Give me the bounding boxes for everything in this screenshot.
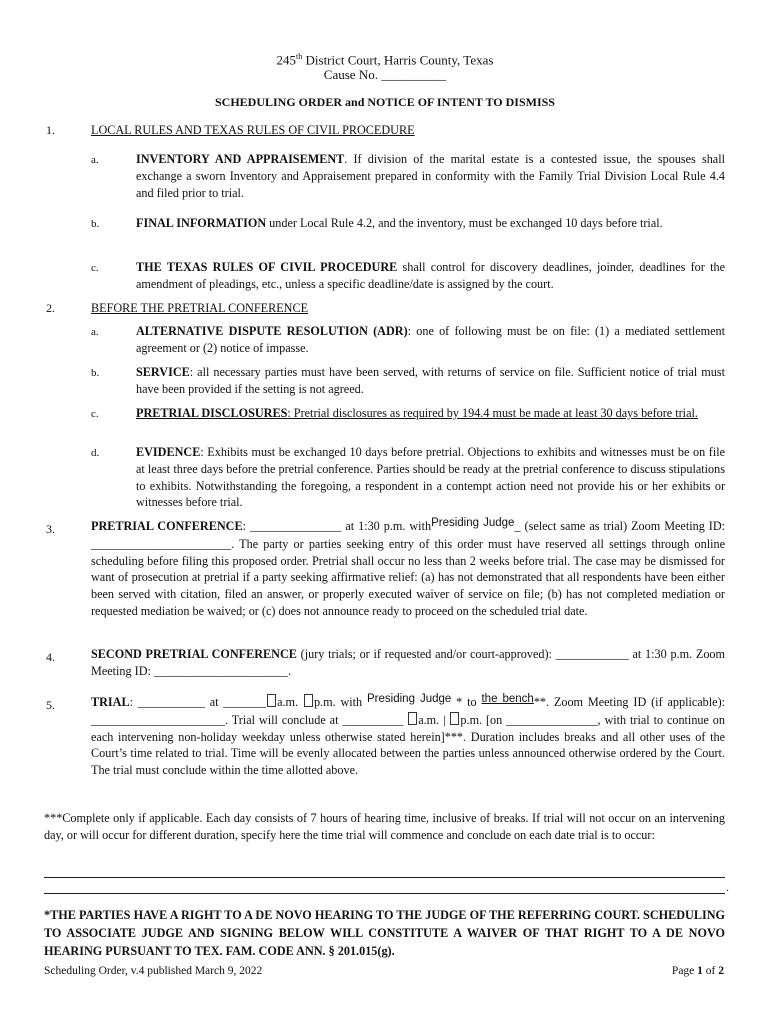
section-3-paragraph: PRETRIAL CONFERENCE: _______________ at 1:30 p.m. withPresiding Judge_ (select same as trial) Zoom Meeting ID: _______________________. The party or parties seeking entry of this order must have reserved all settings through online scheduling before filing this proposed order. Pretrial shall occur no less than 2 weeks before trial. The case may be dismissed for want of prosecution at pretrial if a party seeking affirmative relief: (a) has not demonstrated that all respondents have been either been served with citation, filed an answer, or properly executed waiver of service on file; (b) has not completed mediation or requested mediation be waived; or (c) does not announce ready to proceed on the scheduled trial date. (91, 517, 726, 618)
de-novo-notice: *THE PARTIES HAVE A RIGHT TO A DE NOVO HEARING TO THE JUDGE OF THE REFERRING COURT. SCHEDULING TO ASSOCIATE JUDGE AND SIGNING BELOW WILL CONSTITUTE A WAIVER OF THAT RIGHT TO A DE NOVO HEARING PURSUANT TO TEX. FAM. CODE ANN. § 201.015(g). (44, 908, 725, 958)
section-5-number: 5. (46, 698, 55, 712)
section-1-number: 1. (46, 123, 55, 137)
s1c-label: c. (91, 262, 99, 274)
court-name: 245th District Court, Harris County, Texas (276, 52, 494, 68)
section-1-heading: LOCAL RULES AND TEXAS RULES OF CIVIL PROCEDURE (91, 123, 415, 137)
section-3-number: 3. (46, 522, 55, 536)
conclude-am-checkbox[interactable] (408, 712, 417, 725)
s1a-label: a. (91, 154, 99, 166)
trial-dates-line-1[interactable] (44, 877, 725, 878)
trial-dates-line-2[interactable] (44, 893, 725, 894)
note-end-period: . (726, 880, 729, 894)
section-4-paragraph: SECOND PRETRIAL CONFERENCE (jury trials; or if requested and/or court-approved): ____________ at 1:30 p.m. Zoom Meeting ID: ______________________. (91, 647, 725, 678)
s1b-label: b. (91, 218, 100, 230)
s1a-paragraph: INVENTORY AND APPRAISEMENT. If division of the marital estate is a contested issue, the spouses shall exchange a sworn Inventory and Appraisement prepared in conformity with the Family Trial Division Local Rule 4.4 and filed prior to trial. (136, 152, 725, 200)
footer-version: Scheduling Order, v.4 published March 9, 2022 (44, 965, 263, 977)
section-2-number: 2. (46, 301, 55, 315)
conclude-pm-checkbox[interactable] (450, 712, 459, 725)
s2d-label: d. (91, 447, 100, 459)
s2b-paragraph: SERVICE: all necessary parties must have been served, with returns of service on file. Sufficient notice of trial must have been provided if the setting is not agreed. (136, 365, 725, 396)
s2a-label: a. (91, 326, 99, 338)
s2d-paragraph: EVIDENCE: Exhibits must be exchanged 10 days before pretrial. Objections to exhibits and witnesses must be on file at least three days before the pretrial conference. Parties should be ready at the pretrial conference to discuss stipulations to exhibits. Notwithstanding the foregoing, a respondent in a contempt action need not provide his or her exhibits or witnesses before trial. (136, 445, 725, 510)
footer-page-number: Page 1 of 2 (671, 965, 724, 977)
section-2-heading: BEFORE THE PRETRIAL CONFERENCE (91, 301, 309, 315)
trial-pm-checkbox[interactable] (304, 694, 313, 707)
trial-am-checkbox[interactable] (267, 694, 276, 707)
trial-judge-field[interactable]: Presiding Judge (367, 693, 452, 705)
s2a-paragraph: ALTERNATIVE DISPUTE RESOLUTION (ADR): one of following must be on file: (1) a mediated settlement agreement or (2) notice of impasse. (136, 324, 725, 355)
section-4-number: 4. (46, 650, 55, 664)
trial-type-field[interactable]: the bench (481, 693, 534, 705)
s2c-paragraph: PRETRIAL DISCLOSURES: Pretrial disclosures as required by 194.4 must be made at least 30 days before trial. (136, 406, 698, 420)
s1c-paragraph: THE TEXAS RULES OF CIVIL PROCEDURE shall control for discovery deadlines, joinder, deadlines for the amendment of pleadings, etc., unless a specific deadline/date is assigned by the court. (136, 260, 725, 291)
s1b-paragraph: FINAL INFORMATION under Local Rule 4.2, and the inventory, must be exchanged 10 days before trial. (136, 216, 663, 230)
completion-note: ***Complete only if applicable. Each day consists of 7 hours of hearing time, inclusive of breaks. If trial will not occur on an intervening day, or will occur for different duration, specify here the time trial will commence and conclude on each date trial is to occur: (44, 811, 725, 842)
section-5-paragraph: TRIAL: ___________ at _______ a.m. p.m. with Presiding Judge * to the bench**. Zoom Meeting ID (if applicable): ______________________. Trial will conclude at __________ a.m. | p.m. [on _______________, with trial to continue on each intervening non-holiday weekday unless otherwise stated herein]***. Duration includes breaks and all other uses of the Court’s time related to trial. Time will be evenly allocated between the parties unless announced otherwise ordered by the Court. The trial must conclude within the time allotted above. (91, 693, 726, 778)
cause-number: Cause No. __________ (323, 67, 447, 82)
s2c-label: c. (91, 408, 99, 420)
s2b-label: b. (91, 367, 100, 379)
pretrial-judge-field[interactable]: Presiding Judge (431, 517, 515, 529)
document-title: SCHEDULING ORDER and NOTICE OF INTENT TO DISMISS (215, 95, 555, 109)
